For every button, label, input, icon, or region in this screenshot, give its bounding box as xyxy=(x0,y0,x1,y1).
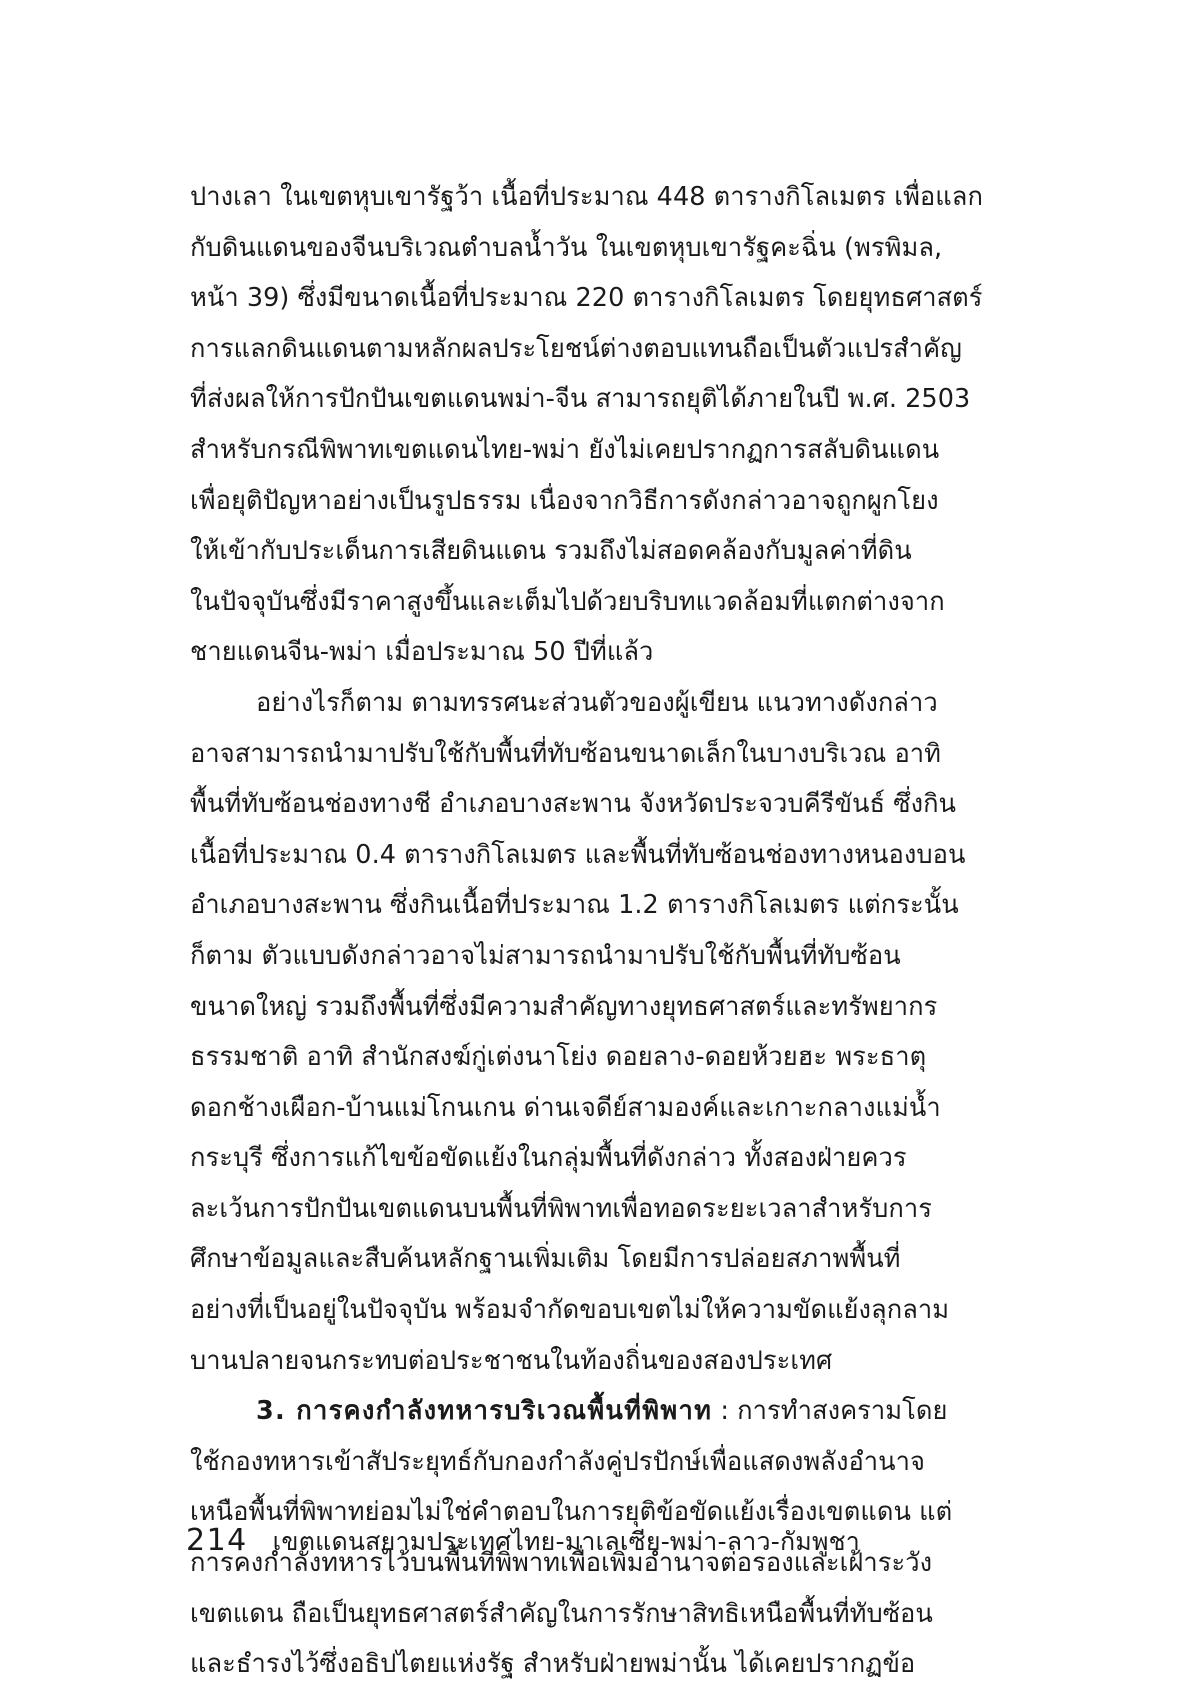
body-text xyxy=(190,172,995,1690)
text-line: เพื่อยุติปัญหาอย่างเป็นรูปธรรม เนื่องจากวิธีการดังกล่าวอาจถูกผูกโยง xyxy=(190,485,939,516)
text-line: ให้เข้ากับประเด็นการเสียดินแดน รวมถึงไม่สอดคล้องกับมูลค่าที่ดิน xyxy=(190,536,912,567)
text-line: สำหรับกรณีพิพาทเขตแดนไทย-พม่า ยังไม่เคยปรากฏการสลับดินแดน xyxy=(190,434,940,465)
text-line: อย่างที่เป็นอยู่ในปัจจุบัน พร้อมจำกัดขอบเขตไม่ให้ความขัดแย้งลุกลาม xyxy=(190,1295,950,1326)
text-line: กระบุรี ซึ่งการแก้ไขข้อขัดแย้งในกลุ่มพื้นที่ดังกล่าว ทั้งสองฝ่ายควร xyxy=(190,1143,907,1174)
section-heading-continuation: : การทำสงครามโดย xyxy=(712,1396,948,1427)
text-line: ในปัจจุบันซึ่งมีราคาสูงขึ้นและเต็มไปด้วยบริบทแวดล้อมที่แตกต่างจาก xyxy=(190,586,945,617)
text-line: ปางเลา ในเขตหุบเขารัฐว้า เนื้อที่ประมาณ 448 ตารางกิโลเมตร เพื่อแลก xyxy=(190,182,983,212)
text-line: เนื้อที่ประมาณ 0.4 ตารางกิโลเมตร และพื้นที่ทับซ้อนช่องทางหนองบอน xyxy=(190,839,966,870)
page-number: 214 xyxy=(186,1523,248,1558)
text-line: พื้นที่ทับซ้อนช่องทางชี อำเภอบางสะพาน จังหวัดประจวบคีรีขันธ์ ซึ่งกิน xyxy=(190,789,957,820)
paragraph-first-line: อย่างไรก็ตาม ตามทรรศนะส่วนตัวของผู้เขียน แนวทางดังกล่าว xyxy=(256,687,938,718)
text-line: บานปลายจนกระทบต่อประชาชนในท้องถิ่นของสองประเทศ xyxy=(190,1345,833,1376)
text-line: เขตแดน ถือเป็นยุทธศาสตร์สำคัญในการรักษาสิทธิเหนือพื้นที่ทับซ้อน xyxy=(190,1598,933,1629)
text-line: หน้า 39) ซึ่งมีขนาดเนื้อที่ประมาณ 220 ตารางกิโลเมตร โดยยุทธศาสตร์ xyxy=(190,283,983,314)
text-line: ศึกษาข้อมูลและสืบค้นหลักฐานเพิ่มเติม โดยมีการปล่อยสภาพพื้นที่ xyxy=(190,1244,901,1275)
text-line: ชายแดนจีน-พม่า เมื่อประมาณ 50 ปีที่แล้ว xyxy=(190,637,654,668)
text-line: อาจสามารถนำมาปรับใช้กับพื้นที่ทับซ้อนขนาดเล็กในบางบริเวณ อาทิ xyxy=(190,738,942,769)
section-heading-line xyxy=(190,1386,995,1437)
text-line: ดอกช้างเผือก-บ้านแม่โกนเกน ด่านเจดีย์สามองค์และเกาะกลางแม่น้ำ xyxy=(190,1092,941,1123)
text-line: ธรรมชาติ อาทิ สำนักสงฆ์กู่เต่งนาโย่ง ดอยลาง-ดอยห้วยฮะ พระธาตุ xyxy=(190,1042,927,1073)
text-line: การแลกดินแดนตามหลักผลประโยชน์ต่างตอบแทนถือเป็นตัวแปรสำคัญ xyxy=(190,333,962,364)
text-line: ที่ส่งผลให้การปักปันเขตแดนพม่า-จีน สามารถยุติได้ภายในปี พ.ศ. 2503 xyxy=(190,384,971,415)
text-line: ละเว้นการปักปันเขตแดนบนพื้นที่พิพาทเพื่อทอดระยะเวลาสำหรับการ xyxy=(190,1193,932,1224)
text-line: เหนือพื้นที่พิพาทย่อมไม่ใช่คำตอบในการยุติข้อขัดแย้งเรื่องเขตแดน แต่ xyxy=(190,1497,953,1528)
text-line: และธำรงไว้ซึ่งอธิปไตยแห่งรัฐ สำหรับฝ่ายพม่านั้น ได้เคยปรากฏข้อ xyxy=(190,1649,916,1680)
text-line: ขนาดใหญ่ รวมถึงพื้นที่ซึ่งมีความสำคัญทางยุทธศาสตร์และทรัพยากร xyxy=(190,991,938,1022)
text-line: ใช้กองทหารเข้าสัประยุทธ์กับกองกำลังคู่ปรปักษ์เพื่อแสดงพลังอำนาจ xyxy=(190,1446,925,1477)
text-line: อำเภอบางสะพาน ซึ่งกินเนื้อที่ประมาณ 1.2 ตารางกิโลเมตร แต่กระนั้น xyxy=(190,890,959,921)
text-line: กับดินแดนของจีนบริเวณตำบลน้ำวัน ในเขตหุบเขารัฐคะฉิ่น (พรพิมล, xyxy=(190,232,943,263)
section-heading: 3. การคงกำลังทหารบริเวณพื้นที่พิพาท xyxy=(256,1396,713,1427)
running-title: เขตแดนสยามประเทศไทย-มาเลเซีย-พม่า-ลาว-กัมพูชา xyxy=(272,1527,861,1556)
page-footer xyxy=(186,1519,1006,1563)
text-line: ก็ตาม ตัวแบบดังกล่าวอาจไม่สามารถนำมาปรับใช้กับพื้นที่ทับซ้อน xyxy=(190,940,901,971)
text-line: การคงกำลังทหารไว้บนพื้นที่พิพาทเพื่อเพิ่มอำนาจต่อรองและเฝ้าระวัง xyxy=(190,1548,933,1579)
